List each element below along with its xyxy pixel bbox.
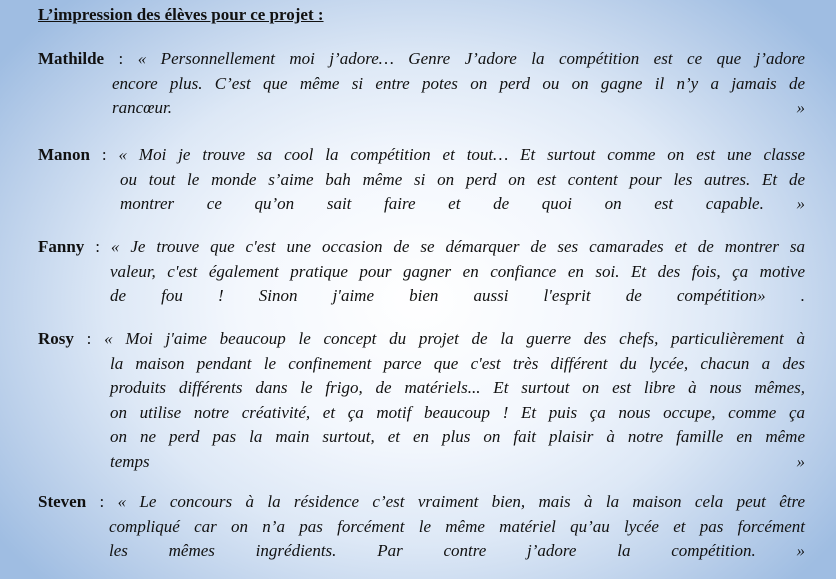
testimonial-rosy xyxy=(38,327,805,474)
name-separator: : xyxy=(84,237,111,256)
testimonial-line: compliqué car on n’a pas forcément le même matériel qu’au lycée et pas forcément xyxy=(109,516,805,536)
testimonial-line xyxy=(38,327,805,352)
quote-text: « Le concours à la résidence c’est vraiment bien, mais à la maison cela peut être xyxy=(117,492,805,511)
testimonial-line xyxy=(38,490,805,515)
name-separator: : xyxy=(89,145,119,164)
quote-text: « Moi je trouve sa cool la compétition et tout… Et surtout comme on est une classe xyxy=(118,145,805,164)
student-name: Mathilde xyxy=(38,49,105,68)
testimonial-line: montrer ce qu’on sait faire et de quoi on est capable. » xyxy=(120,194,805,213)
quote-text: « Personnellement moi j’adore… Genre J’adore la compétition est ce que j’adore xyxy=(137,49,805,68)
testimonial-line: temps » xyxy=(110,451,805,471)
testimonial-line: de fou ! Sinon j'aime bien aussi l'esprit de compétition» . xyxy=(110,286,805,305)
name-separator: : xyxy=(86,492,118,511)
student-name: Steven xyxy=(38,492,87,511)
testimonial-line: produits différents dans le frigo, de matériels... Et surtout on est libre à nous mêmes, xyxy=(110,378,805,397)
name-separator: : xyxy=(73,329,105,348)
testimonial-line xyxy=(38,235,805,260)
page-heading: L’impression des élèves pour ce projet : xyxy=(38,5,324,24)
testimonial-line: la maison pendant le confinement parce que c'est très différent du lycée, chacun a des xyxy=(110,353,805,373)
testimonial-line: valeur, c'est également pratique pour gagner en confiance en soi. Et des fois, ça motive xyxy=(110,261,805,281)
testimonial-line: on utilise notre créativité, et ça motif beaucoup ! Et puis ça nous occupe, comme ça xyxy=(110,402,805,422)
testimonial-mathilde xyxy=(38,47,805,121)
student-name: Rosy xyxy=(38,329,74,348)
quote-text: « Moi j'aime beaucoup le concept du projet de la guerre des chefs, particulièrement à xyxy=(104,329,805,348)
testimonial-line: rancœur. » xyxy=(112,98,805,117)
testimonial-manon xyxy=(38,143,805,217)
testimonial-line xyxy=(38,47,805,72)
student-name: Manon xyxy=(38,145,90,164)
testimonial-line: les mêmes ingrédients. Par contre j’adore la compétition. » xyxy=(109,541,805,560)
student-name: Fanny xyxy=(38,237,85,256)
name-separator: : xyxy=(104,49,138,68)
testimonial-fanny xyxy=(38,235,805,309)
testimonial-line: ou tout le monde s’aime bah même si on perd on est content pour les autres. Et de xyxy=(120,169,805,189)
testimonial-line xyxy=(38,143,805,168)
quote-text: « Je trouve que c'est une occasion de se démarquer de ses camarades et de montrer sa xyxy=(110,237,805,256)
testimonial-steven xyxy=(38,490,805,564)
testimonial-line: encore plus. C’est que même si entre potes on perd ou on gagne il n’y a jamais de xyxy=(112,73,805,93)
testimonial-line: on ne perd pas la main surtout, et en plus on fait plaisir à notre famille en même xyxy=(110,427,805,446)
